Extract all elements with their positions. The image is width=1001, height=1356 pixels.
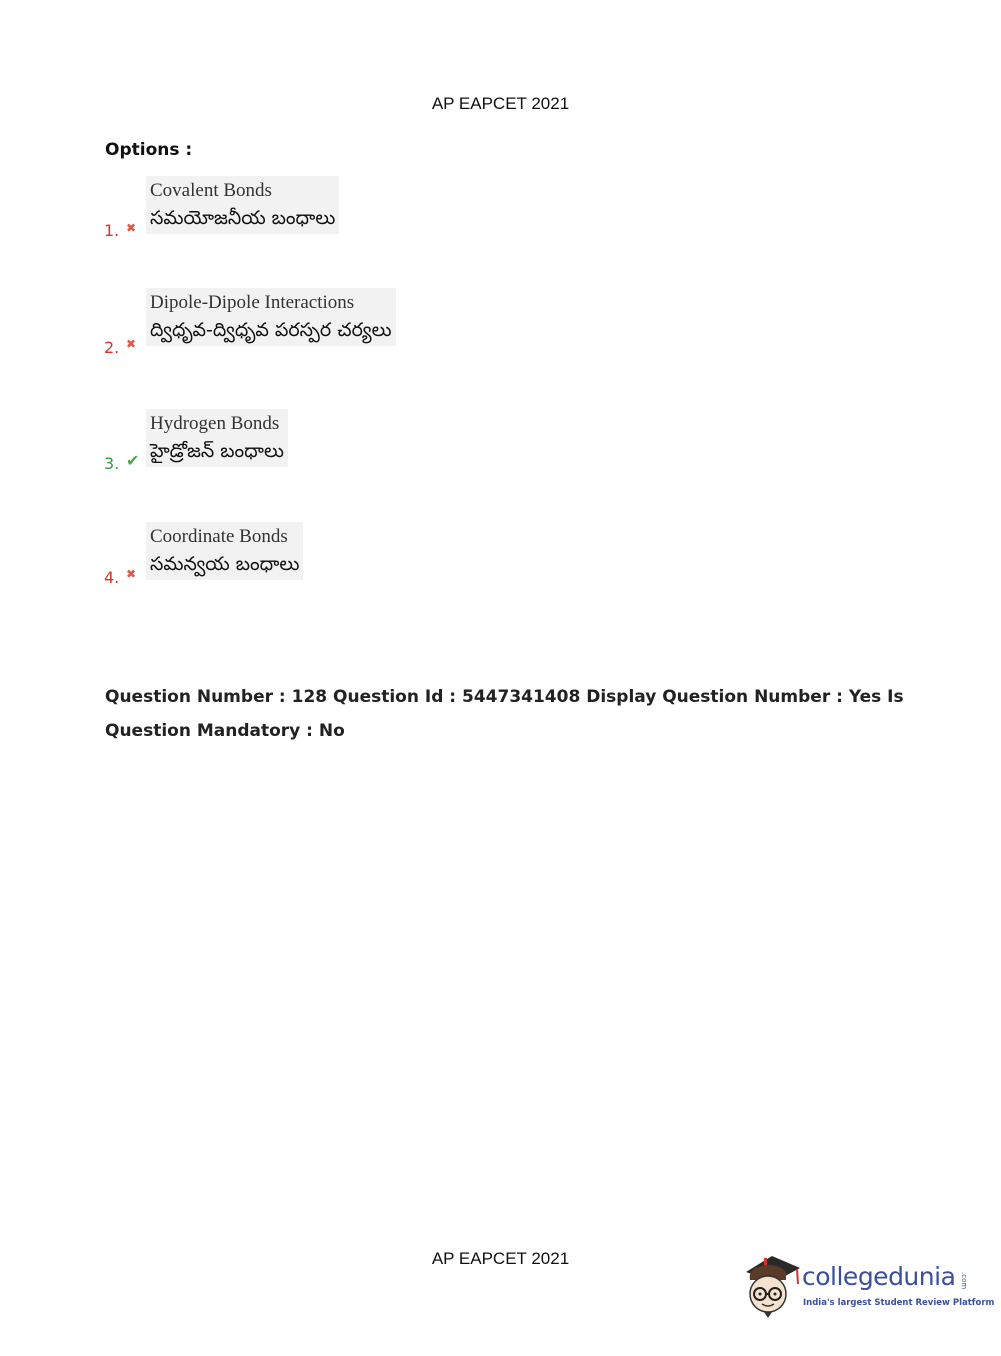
options-label: Options :	[105, 140, 193, 160]
collegedunia-logo[interactable]	[742, 1250, 995, 1318]
question-info: Question Number : 128 Question Id : 5447341408 Display Question Number : Yes Is Question Mandatory : No	[105, 687, 904, 741]
correct-check-icon: ✔	[126, 453, 140, 470]
logo-name: collegedunia	[802, 1262, 956, 1291]
page-header: AP EAPCET 2021	[431, 94, 570, 113]
mascot-icon	[742, 1250, 802, 1318]
option-number: 4.	[104, 568, 120, 587]
logo-tagline: India's largest Student Review Platform	[803, 1298, 995, 1308]
wrong-mark-icon: ✖	[126, 567, 137, 581]
option-english-text: Covalent Bonds	[150, 180, 272, 201]
option-number: 2.	[104, 338, 120, 357]
option-3	[104, 409, 504, 479]
option-telugu-text: సమన్వయ బంధాలు	[150, 553, 300, 575]
logo-suffix: .com	[960, 1272, 968, 1290]
option-english-text: Hydrogen Bonds	[150, 413, 280, 434]
option-telugu-text: సమయోజనీయ బంధాలు	[150, 207, 336, 229]
option-english-text: Coordinate Bonds	[150, 526, 288, 547]
option-telugu-text: ద్విధృవ-ద్విధృవ పరస్పర చర్యలు	[150, 319, 392, 341]
option-content	[146, 288, 396, 346]
option-1	[104, 176, 504, 246]
wrong-mark-icon: ✖	[126, 221, 137, 235]
option-english-text: Dipole-Dipole Interactions	[150, 292, 355, 313]
option-content	[146, 522, 303, 580]
option-telugu-text: హైడ్రోజన్ బంధాలు	[150, 440, 284, 462]
option-number: 1.	[104, 221, 120, 240]
option-2	[104, 288, 504, 358]
option-4	[104, 522, 504, 592]
wrong-mark-icon: ✖	[126, 337, 137, 351]
option-content	[146, 176, 339, 234]
option-content	[146, 409, 288, 467]
page-footer: AP EAPCET 2021	[431, 1249, 570, 1268]
option-number: 3.	[104, 454, 120, 473]
